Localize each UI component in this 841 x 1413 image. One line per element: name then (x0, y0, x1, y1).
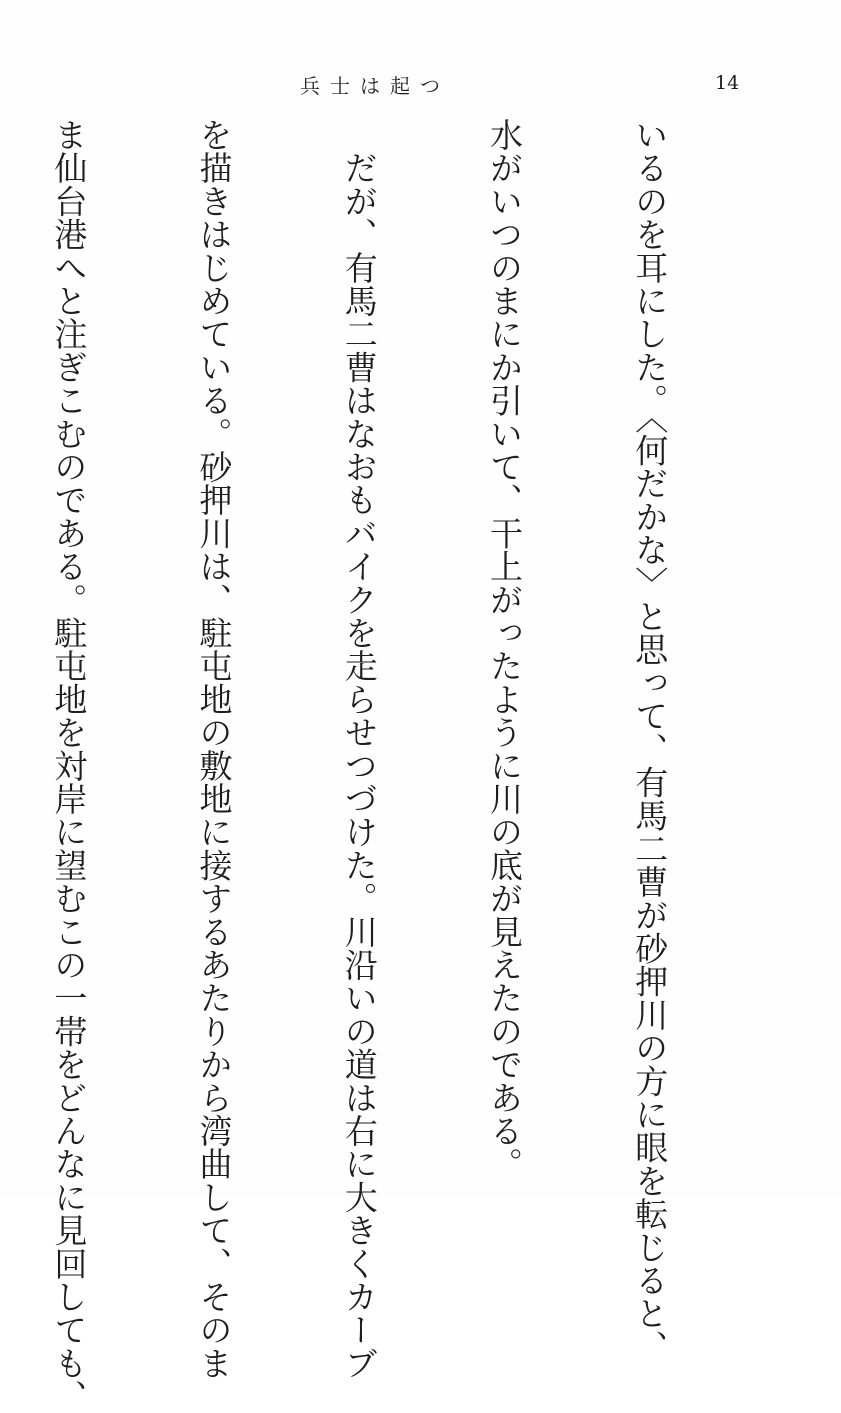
text-line-3: だが、有馬二曹はなおもバイクを走らせつづけた。川沿いの道は右に大きくカーブ (339, 118, 379, 1380)
text-line-4: を描きはじめている。砂押川は、駐屯地の敷地に接するあたりから湾曲して、そのま (194, 118, 234, 1380)
text-line-1: いるのを耳にした。〈何だかな〉と思って、有馬二曹が砂押川の方に眼を転じると、 (630, 118, 670, 1364)
text-line-2: 水がいつのまにか引いて、干上がったように川の底が見えたのである。 (484, 118, 524, 1181)
text-line-5: ま仙台港へと注ぎこむのである。駐屯地を対岸に望むこの一帯をどんなに見回しても、 (49, 118, 89, 1413)
running-head: 兵士は起つ (300, 74, 450, 98)
page-number: 14 (715, 72, 740, 94)
body-text (49, 118, 770, 1413)
